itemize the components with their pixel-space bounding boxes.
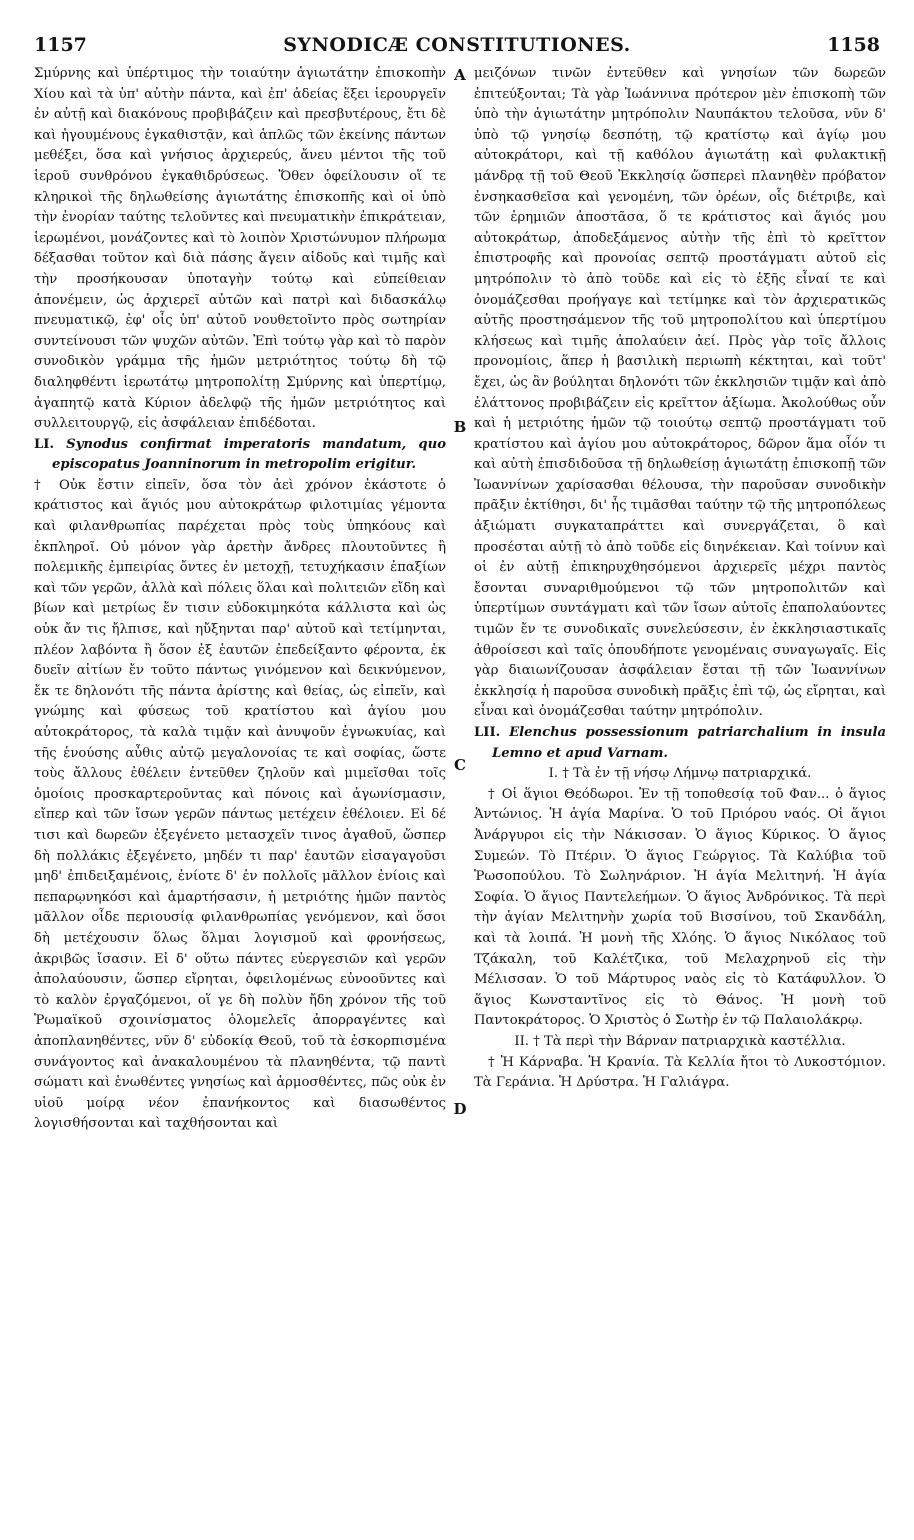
page-number-left: 1157	[34, 34, 87, 56]
page-header	[0, 0, 914, 62]
section-52-title: Elenchus possessionum patriarchalium in insula Lemno et apud Varnam.	[492, 725, 886, 761]
section-51-heading	[34, 435, 446, 476]
page-number-right: 1158	[827, 34, 880, 56]
section-51-number: LI.	[34, 436, 55, 452]
section-52-heading	[474, 723, 886, 764]
left-paragraph-continued: Σμύρνης καὶ ὑπέρτιμος τὴν τοιαύτην ἁγιωτάτην ἐπισκοπὴν Χίου καὶ τὰ ὑπ' αὐτὴν πάντα, καὶ ἐπ' ἀδείας ἕξει ἱερουργεῖν ἐν αὐτῇ καὶ διακόνους προβιβάζειν καὶ πρεσβυτέρους, ἔτι δὲ καὶ ἡγουμένους ἐγκαθιστᾷν, καὶ ἁπλῶς τῶν ἐκείνης πάντων μεθέξει, ὅσα καὶ γνήσιος ἀρχιερεύς, ἄνευ μέντοι τῆς τοῦ ἱεροῦ συνθρόνου ἐγκαθιδρύσεως. Ὅθεν ὀφείλουσιν οἵ τε κληρικοὶ τῆς δηλωθείσης ἁγιωτάτης ἐπισκοπῆς καὶ οἱ ὑπὸ τὴν ἐνορίαν ταύτης τελοῦντες καὶ πνευματικὴν ἐπικράτειαν, ἱερωμένοι, μονάζοντες καὶ τὸ λοιπὸν Χριστώνυμον πλήρωμα δέξασθαι τοῦτον καὶ διὰ πάσης ἄγειν αἰδοῦς καὶ τιμῆς καὶ τὴν προσήκουσαν ὑποταγὴν τούτῳ καὶ εὐπείθειαν ἀπονέμειν, ὡς ἀρχιερεῖ αὐτῶν καὶ πατρὶ καὶ διδασκάλῳ πνευματικῷ, ἐφ' οἷς ὑπ' αὐτοῦ νουθετοῖντο πρὸς σωτηρίαν συντείνουσι τῶν ψυχῶν αὐτῶν. Ἐπὶ τούτῳ γὰρ καὶ τὸ παρὸν συνοδικὸν γράμμα τῆς ἡμῶν μετριότητος τούτῳ δὴ τῷ διαληφθέντι ἱερωτάτῳ μητροπολίτῃ Σμύρνης καὶ ὑπερτίμῳ, ἀγαπητῷ κατὰ Κύριον ἀδελφῷ τῆς ἡμῶν μετριότητος καὶ συλλειτουργῷ, εἰς ἀσφάλειαν ἐπιδέδοται.	[34, 66, 446, 432]
margin-letter-a: A	[454, 66, 466, 84]
lemnos-list: † Οἱ ἅγιοι Θεόδωροι. Ἐν τῇ τοποθεσίᾳ τοῦ Φαν... ὁ ἅγιος Ἀντώνιος. Ἡ ἁγία Μαρίνα. Ὁ τοῦ Πριόρου ναός. Οἱ ἅγιοι Ἀνάργυροι εἰς τὴν Νάκισσαν. Ὁ ἅγιος Κύρικος. Ὁ ἅγιος Συμεών. Τὸ Πτέριν. Ὁ ἅγιος Γεώργιος. Τὰ Καλύβια τοῦ Ῥωσοπούλου. Τὸ Σωληνάριον. Ἡ ἁγία Μελιτηνή. Ἡ ἁγία Σοφία. Ὁ ἅγιος Παντελεήμων. Ὁ ἅγιος Ἀνδρόνικος. Τὰ περὶ τὴν ἁγίαν Μελιτηνὴν χωρία τοῦ Βισσίνου, τοῦ Σκανδάλη, καὶ τὰ λοιπά. Ἡ μονὴ τῆς Χλόης. Ὁ ἅγιος Νικόλαος τοῦ Τζάκαλη, τοῦ Καλέτζικα, τοῦ Μελαχρηνοῦ εἰς τὴν Μέλισσαν. Ὁ τοῦ Μάρτυρος ναὸς εἰς τὸ Κατάφυλλον. Ὁ ἅγιος Κωνσταντῖνος εἰς τὸ Θάνος. Ἡ μονὴ τοῦ Παντοκράτορος. Ὁ Χριστὸς ὁ Σωτὴρ ἐν τῷ Παλαιολάκρῳ.	[474, 786, 886, 1029]
right-column	[474, 64, 886, 1094]
lemnos-subheading: I. † Τὰ ἐν τῇ νήσῳ Λήμνῳ πατριαρχικά.	[548, 766, 812, 782]
section-52-number: LII.	[474, 725, 501, 740]
section-51-text: † Οὐκ ἔστιν εἰπεῖν, ὅσα τὸν ἀεὶ χρόνον ἑκάστοτε ὁ κράτιστος καὶ ἅγιός μου αὐτοκράτωρ φιλοτιμίας γέμοντα καὶ φιλανθρωπίας παρέχεται πρὸς τοὺς ὑπηκόους καὶ ἐκπληροῖ. Οὐ μόνον γὰρ ἀρετὴν ἄνδρες πλουτοῦντες ἢ πολεμικῆς ἐμπειρίας ὄντες ἐν μετοχῇ, τετυχήκασιν ἐπαξίων καὶ τῶν γερῶν, ἀλλὰ καὶ πόλεις ὅλαι καὶ πολιτειῶν εἴδη καὶ βίων καὶ μετρίως ἔν τισιν εὐδοκιμηκότα κάλλιστα καὶ ὡς οὐκ ἄν τις ἤλπισε, καὶ ηὔξηνται παρ' αὐτοῦ καὶ τετίμηνται, πλέον λαβόντα ἢ ὅσον ἐξ ἑαυτῶν ἐπεδείξαντο φέροντα, ἐκ δυεῖν αἰτίων ἔν τοῦτο πάντως γινόμενον καὶ δεικνύμενον, ἔκ τε δηλονότι τῆς πάντα ἀρίστης καὶ θείας, ὡς εἰπεῖν, καὶ γνώμης καὶ φύσεως τοῦ κρατίστου καὶ ἁγίου μου αὐτοκράτορος, τὰ καλὰ τιμᾷν καὶ ἀνυψοῦν ἐγνωκυίας, καὶ τῆς ἑνούσης αὖθις αὐτῷ μεγαλονοίας τε καὶ σοφίας, ὥστε τοὺς ἄλλους ἐθέλειν ἐντεῦθεν ζηλοῦν καὶ μιμεῖσθαι τοῖς ὁμοίοις προσκαρτεροῦντας καὶ πόνοις καὶ ἀγωνίσμασιν, εἴπερ καὶ τῶν ἴσων γερῶν πάντως μετέχειν ἐθέλοιεν. Εἰ δέ τισι καὶ δωρεῶν ἐξεγένετο μετασχεῖν τινος ἀγαθοῦ, ὥσπερ δὴ πολλάκις ἐξεγένετο, μηδέν τι παρ' ἑαυτῶν εἰσαγαγοῦσι μηδ' ἐπιδειξαμένοις, ἐνίοτε δ' ἐν πολλοῖς μᾶλλον ἐνίοις καὶ πεπαρῳνηκόσι καὶ ἁμαρτήσασιν, ἡ μετριότης ἡμῶν παντὸς μᾶλλον οἶδε περιουσίᾳ φιλανθρωπίας γενόμενον, καὶ ὅσοι δὴ μετέχουσιν ὅλως ὅλμαι λογισμοῦ καὶ φρονήσεως, ἀκριβῶς ἴσασιν. Εἰ δ' οὕτω πάντες εὐεργεσιῶν καὶ γερῶν ἀπολαύουσιν, ὥσπερ εἴρηται, ὀφειλομένως εὐνοοῦντες καὶ τὸ καλὸν ἐργαζόμενοι, οἵ γε δὴ πολὺν ἤδη χρόνον τῆς τοῦ Ῥωμαϊκοῦ σχοινίσματος ὁλομελεῖς ἀπορραγέντες καὶ ἀποπλανηθέντες, νῦν δ' εὐδοκίᾳ Θεοῦ, τοῦ τὰ ἐσκορπισμένα συνάγοντος καὶ ἀνακαλουμένου τὰ πλανηθέντα, τῷ παντὶ σώματι καὶ ἑνωθέντες γνησίως καὶ ἁρμοσθέντες, πῶς οὐκ ἐν υἱοῦ μοίρᾳ νέον ἐπανήκοντος καὶ διασωθέντος λογισθήσονται καὶ ταχθήσονται καὶ	[34, 477, 446, 1132]
left-column	[34, 64, 446, 1135]
margin-letter-c: C	[454, 756, 466, 774]
varna-list: † Ἡ Κάρναβα. Ἡ Κρανία. Τὰ Κελλία ἤτοι τὸ Λυκοστόμιον. Τὰ Γεράνια. Ἡ Δρύστρα. Ἡ Γαλιάγρα.	[474, 1054, 886, 1091]
right-paragraph-continued: μειζόνων τινῶν ἐντεῦθεν καὶ γνησίων τῶν δωρεῶν ἐπιτεύξονται; Τὰ γὰρ Ἰωάννινα πρότερον μὲν ἐπισκοπὴ τῶν ὑπὸ τὴν ἁγιωτάτην μητρόπολιν Ναυπάκτου τελοῦσα, νῦν δ' ὑπὸ τῷ γνησίῳ δεσπότῃ, τῷ κρατίστῳ καὶ ἁγίῳ μου αὐτοκράτορι, καὶ τῇ καθόλου ἁγιωτάτῃ καὶ φυλακτικῇ μάνδρᾳ τῇ τοῦ Θεοῦ Ἐκκλησίᾳ ὥσπερεὶ πλανηθὲν πρόβατον ἐνσηκασθεῖσα καὶ γενομένη, τῶν ὀρέων, οἷς διέτριβε, καὶ τῶν ἐρημιῶν ἀποστᾶσα, ὅ τε κράτιστος καὶ ἅγιός μου αὐτοκράτωρ, ἀποδεξάμενος αὐτὴν τῆς ἐπὶ τὸ κρεῖττον ἐπιστροφῆς καὶ προνοίας σεπτῷ προστάγματι αὐτοῦ εἰς μητρόπολιν τὸ ἀπὸ τοῦδε καὶ εἰς τὸ ἑξῆς εἶναί τε καὶ ὀνομάζεσθαι προήγαγε καὶ τετίμηκε καὶ τὸν ἀρχιερατικῶς αὐτῆς προστησάμενον τῆς τοῦ μητροπολίτου καὶ ὑπερτίμου κλήσεως καὶ τιμῆς ἀπολαύειν ἀεί. Πρὸς γὰρ τοῖς ἄλλοις προνομίοις, ἅπερ ἡ βασιλικὴ περιωπὴ κέκτηται, καὶ τοῦτ' ἔχει, ὡς ἂν βούληται δηλονότι τῶν ἐκκλησιῶν τιμᾷν καὶ ἀπὸ ἐλάττονος προβιβάζειν εἰς κρεῖττον ἀξίωμα. Ἀκολούθως οὖν καὶ ἡ μετριότης ἡμῶν τῷ τοιούτῳ σεπτῷ προστάγματι τοῦ κρατίστου καὶ ἁγίου μου αὐτοκράτορος, δῶρον ἅμα οἷόν τι καὶ αὐτὴ ἐπισδιδοῦσα τῇ δηλωθείσῃ ἁγιωτάτῃ ἐπισκοπῇ τῶν Ἰωαννίνων χαρίσασθαι θέλουσα, τὴν παροῦσαν συνοδικὴν πρᾶξιν ἐκτίθησι, δι' ἧς τιμᾶσθαι ταύτην τῷ τῆς μητροπόλεως ἀξιώματι συγκαταπράττει καὶ συνεργάζεται, ὃ καὶ προσέσται αὐτῇ τὸ ἀπὸ τοῦδε εἰς διηνέκειαν. Καὶ τοίνυν καὶ οἱ ἐν αὐτῇ ἐπικηρυχθησόμενοι ἀρχιερεῖς μέχρι παντὸς ἔσονται συναριθμούμενοι τῷ τῶν μητροπολιτῶν καὶ ὑπερτίμων συντάγματι καὶ τῶν ἴσων αὐτοῖς ἐπαπολαύοντες τιμῶν ἔν τε συνοδικαῖς συνελεύσεσιν, ἐν ἐκκλησιαστικαῖς ἀθροίσεσι καὶ ταῖς ὁπουδήποτε γενομέναις συναγωγαῖς. Εἰς γὰρ διαιωνίζουσαν ἀσφάλειαν ἔσται τῇ τῶν Ἰωαννίνων ἐκκλησίᾳ ἡ παροῦσα συνοδικὴ πρᾶξις ἐπὶ τῷ, ὡς εἴρηται, καὶ εἶναι καὶ ὀνομάζεσθαι ταύτην μητρόπολιν.	[474, 66, 886, 720]
margin-letter-b: B	[453, 418, 467, 436]
margin-letter-d: D	[453, 1100, 467, 1118]
varna-subheading: II. † Τὰ περὶ τὴν Βάρναν πατριαρχικὰ καστέλλια.	[514, 1033, 846, 1049]
section-51-title: Synodus confirmat imperatoris mandatum, quo episcopatus Joanninorum in metropolim erigitur.	[52, 436, 446, 473]
running-title: SYNODICÆ CONSTITUTIONES.	[283, 34, 631, 56]
